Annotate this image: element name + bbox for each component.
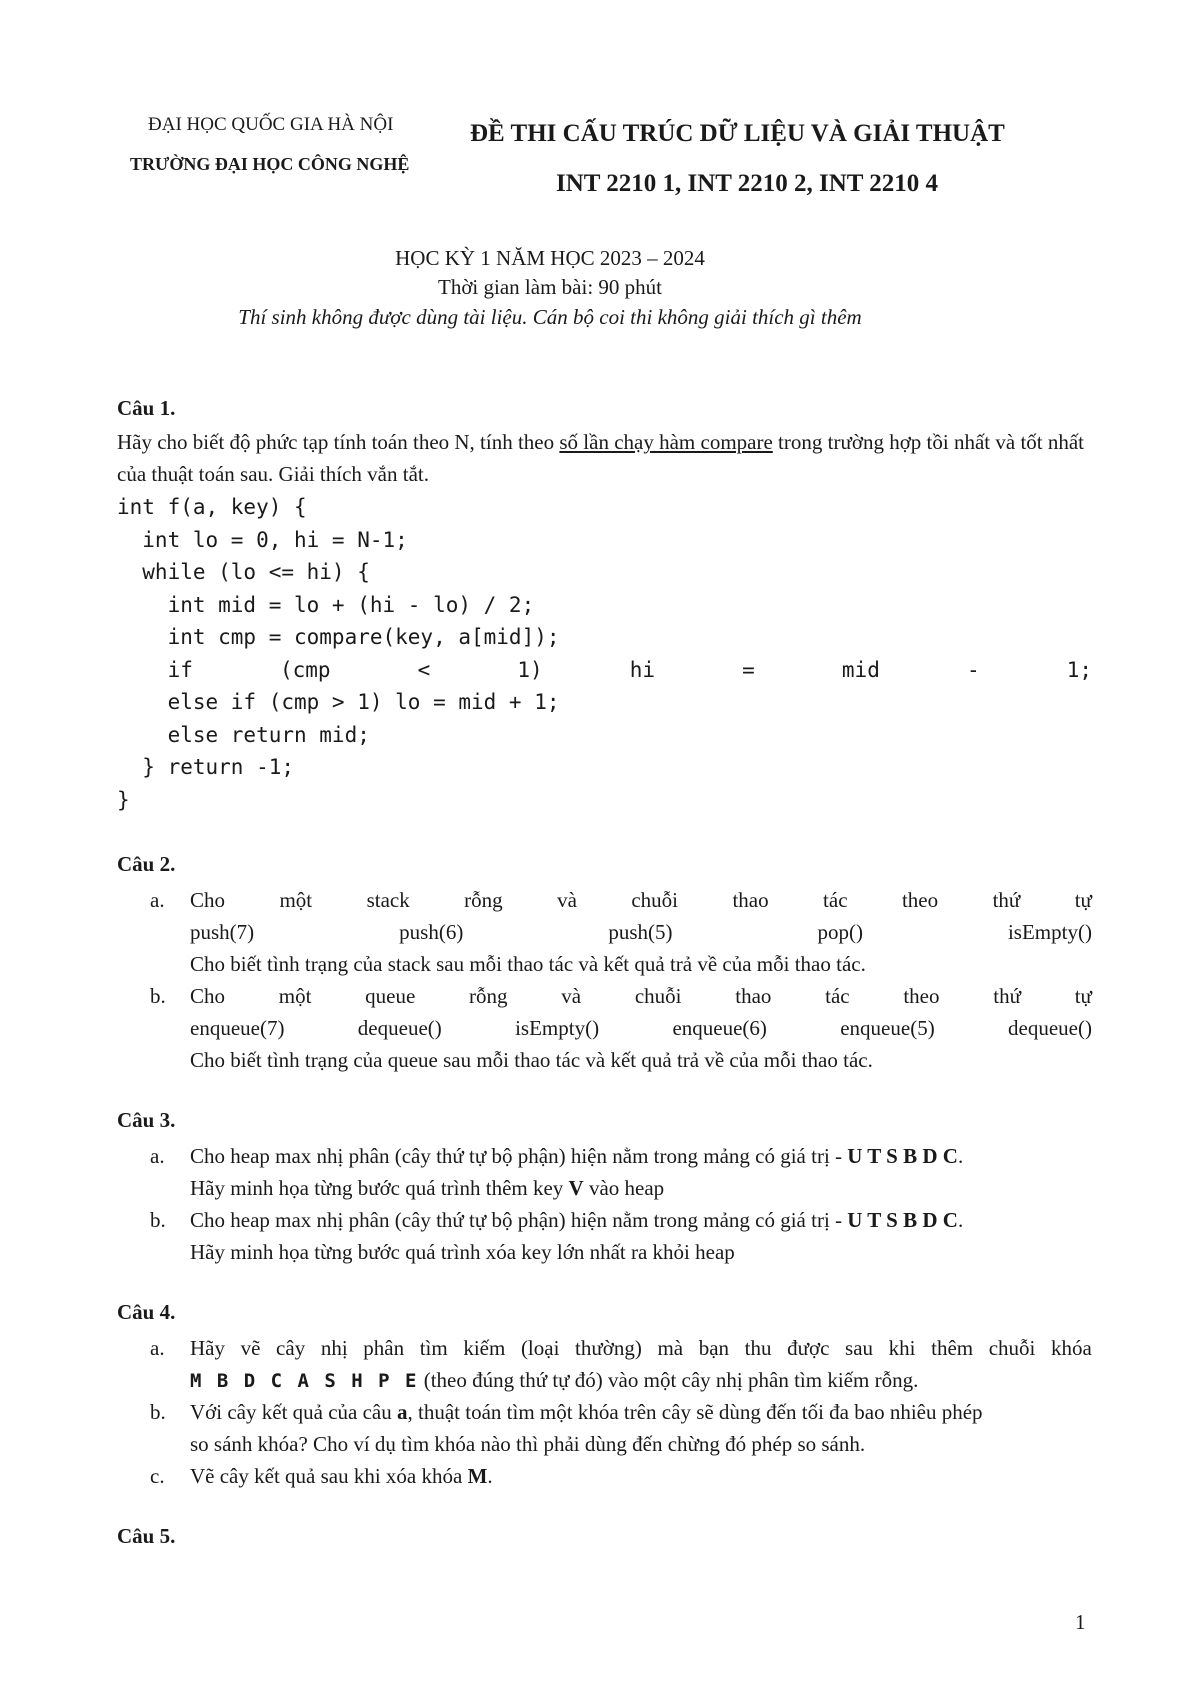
code-line: } return -1; <box>117 755 295 779</box>
item-line: Hãy vẽ cây nhị phân tìm kiếm (loại thường) mà bạn thu được sau khi thêm chuỗi khóa <box>190 1336 1092 1360</box>
item-line: Cho một stack rỗng và chuỗi thao tác theo thứ tự <box>190 888 1092 912</box>
university-name: ĐẠI HỌC QUỐC GIA HÀ NỘI <box>148 114 394 135</box>
item-label: b. <box>150 984 166 1008</box>
underlined-phrase: số lần chạy hàm compare <box>559 430 773 454</box>
code-line: int mid = lo + (hi - lo) / 2; <box>117 592 535 617</box>
item-line: Cho heap max nhị phân (cây thứ tự bộ phận) hiện nằm trong mảng có giá trị - U T S B D C. <box>190 1144 964 1168</box>
code-line: else if (cmp > 1) lo = mid + 1; <box>117 690 560 714</box>
question-1-text: Hãy cho biết độ phức tạp tính toán theo N, tính theo số lần chạy hàm compare trong trường hợp tồi nhất và tốt nhất của thuật toán sau. Giải thích vắn tắt. <box>117 430 1085 486</box>
question-1-title: Câu 1. <box>117 396 176 420</box>
course-codes: INT 2210 1, INT 2210 2, INT 2210 4 <box>556 170 939 197</box>
operation-sequence: push(7) push(6) push(5) pop() isEmpty() <box>190 920 1092 944</box>
item-label: c. <box>150 1464 165 1488</box>
item-line: Hãy minh họa từng bước quá trình thêm key V vào heap <box>190 1176 665 1200</box>
page-number: 1 <box>1075 1610 1086 1634</box>
code-line: int f(a, key) { <box>117 495 307 519</box>
item-line: Vẽ cây kết quả sau khi xóa khóa M. <box>190 1464 493 1488</box>
item-label: b. <box>150 1400 166 1424</box>
operation-sequence: enqueue(7) dequeue() isEmpty() enqueue(6) enqueue(5) dequeue() <box>190 1016 1092 1040</box>
item-line: Với cây kết quả của câu a, thuật toán tìm một khóa trên cây sẽ dùng đến tối đa bao nhiêu phép <box>190 1400 983 1424</box>
code-line: int lo = 0, hi = N-1; <box>117 527 408 552</box>
code-block <box>117 491 1092 816</box>
item-line: M B D C A S H P E (theo đúng thứ tự đó) vào một cây nhị phân tìm kiếm rỗng. <box>190 1368 919 1392</box>
exam-note: Thí sinh không được dùng tài liệu. Cán bộ coi thi không giải thích gì thêm <box>238 305 862 329</box>
insert-key: V <box>568 1176 584 1200</box>
item-line: so sánh khóa? Cho ví dụ tìm khóa nào thì phải dùng đến chừng đó phép so sánh. <box>190 1432 866 1456</box>
code-line-justified: if (cmp < 1) hi = mid - 1; <box>117 657 1092 682</box>
question-2-title: Câu 2. <box>117 852 176 876</box>
item-line: Cho biết tình trạng của queue sau mỗi thao tác và kết quả trả về của mỗi thao tác. <box>190 1048 873 1072</box>
semester: HỌC KỲ 1 NĂM HỌC 2023 – 2024 <box>395 246 705 270</box>
item-label: a. <box>150 888 165 912</box>
item-label: a. <box>150 1144 165 1168</box>
question-3-title: Câu 3. <box>117 1108 176 1132</box>
item-label: a. <box>150 1336 165 1360</box>
question-4-title: Câu 4. <box>117 1300 176 1324</box>
code-line: } <box>117 787 130 812</box>
item-label: b. <box>150 1208 166 1232</box>
item-line: Cho một queue rỗng và chuỗi thao tác theo thứ tự <box>190 984 1092 1008</box>
code-line: while (lo <= hi) { <box>117 560 370 584</box>
heap-values: U T S B D C <box>847 1208 958 1232</box>
heap-values: U T S B D C <box>847 1144 958 1168</box>
duration: Thời gian làm bài: 90 phút <box>438 275 662 299</box>
code-line: else return mid; <box>117 722 370 747</box>
key-sequence: M B D C A S H P E <box>190 1370 419 1392</box>
item-line: Hãy minh họa từng bước quá trình xóa key lớn nhất ra khỏi heap <box>190 1240 735 1264</box>
item-line: Cho heap max nhị phân (cây thứ tự bộ phận) hiện nằm trong mảng có giá trị - U T S B D C. <box>190 1208 964 1232</box>
school-name: TRƯỜNG ĐẠI HỌC CÔNG NGHỆ <box>130 154 410 174</box>
question-5-title: Câu 5. <box>117 1524 176 1548</box>
exam-title: ĐỀ THI CẤU TRÚC DỮ LIỆU VÀ GIẢI THUẬT <box>470 120 1005 147</box>
item-line: Cho biết tình trạng của stack sau mỗi thao tác và kết quả trả về của mỗi thao tác. <box>190 952 866 976</box>
code-line: int cmp = compare(key, a[mid]); <box>117 625 560 649</box>
delete-key: M <box>467 1464 488 1488</box>
